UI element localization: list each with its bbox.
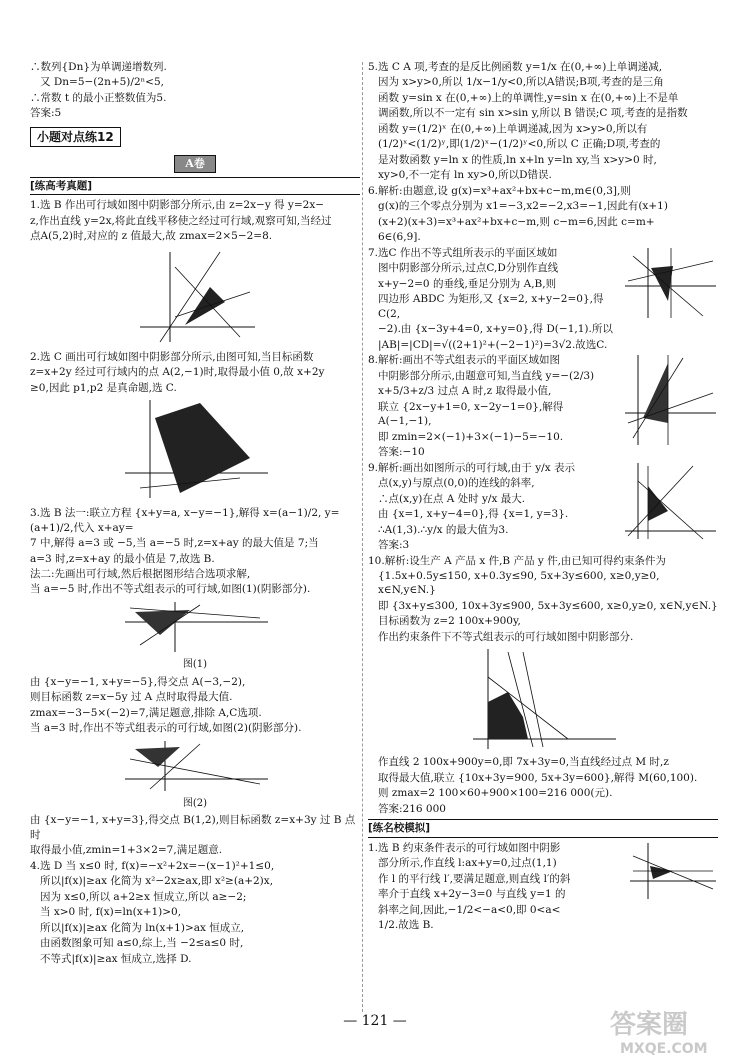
- problem-8: [368, 353, 718, 459]
- text-line: 1.选 B 作出可行域如图中阴影部分所示,由 z=2x−y 得 y=2x−: [30, 199, 325, 212]
- problem-3-continued: [30, 675, 360, 736]
- text-line: 7.选C 作出不等式组所表示的平面区域如: [368, 246, 558, 259]
- text-line: 6.解析:由题意,设 g(x)=x³+ax²+bx+c−m,m∈(0,3],则: [368, 184, 631, 197]
- problem-11: [368, 841, 718, 933]
- text-line: 则目标函数 z=x−5y 过 A 点时取得最大值.: [30, 691, 233, 704]
- text-line: 由 {x−y=−1, x+y=3},得交点 B(1,2),则目标函数 z=x+3y 过 B 点时: [30, 814, 356, 841]
- text-line: 法二:先画出可行域,然后根据图形结合选项求解,: [30, 567, 251, 580]
- problem-10-continued: [368, 755, 718, 816]
- problem-1: [30, 198, 360, 243]
- text-line: 6∈(6,9].: [378, 231, 421, 244]
- text-line: 点A(5,2)时,对应的 z 值最大,故 zmax=2×5−2=8.: [30, 230, 273, 243]
- page-number: — 121 —: [343, 1013, 407, 1029]
- text-line: {1.5x+0.5y≤150, x+0.3y≤90, 5x+3y≤600, x≥0,y≥0, x∈N,y∈N.}: [378, 569, 660, 597]
- text-line: 联立 {2x−y+1=0, x−2y−1=0},解得 A(−1,−1),: [378, 400, 564, 428]
- text-line: 1/2.故选 B.: [378, 919, 434, 932]
- text-line: 10.解析:设生产 A 产品 x 件,B 产品 y 件,由已知可得约束条件为: [368, 554, 666, 567]
- section-heading: [练名校模拟]: [368, 819, 718, 837]
- text-line: z=x+2y 经过可行域内的点 A(2,−1)时,取得最小值 0,故 x+2y: [30, 366, 325, 379]
- text-line: 调函数,所以不一定有 sin x>sin y,所以 B 错误;C 项,考查的是指数: [378, 107, 688, 120]
- text-line: (x+2)(x+3)=x³+ax²+bx+c−m,则 c−m=6,因此 c=m+: [378, 215, 655, 228]
- figure-caption: 图(2): [182, 797, 208, 809]
- text-line: (1/2)ˣ<(1/2)ʸ,即(1/2)ˣ−(1/2)ʸ<0,所以 C 正确;D项,考查的: [378, 138, 661, 151]
- problem-6: [368, 184, 718, 245]
- text-line: 目标函数为 z=2 100x+900y,: [378, 615, 521, 628]
- text-line: 则 zmax=2 100×60+900×100=216 000(元).: [378, 787, 613, 800]
- problem-4: [30, 859, 360, 966]
- answer-line: 答案:3: [378, 539, 410, 552]
- text-line: g(x)的三个零点分别为 x1=−3,x2=−2,x3=−1,因此有(x+1): [378, 200, 668, 213]
- text-line: ∴点(x,y)在点 A 处时 y/x 最大.: [378, 492, 526, 505]
- text-line: 不等式|f(x)|≥ax 恒成立,选择 D.: [40, 952, 192, 965]
- text-line: 取得最大值,联立 {10x+3y=900, 5x+3y=600},解得 M(60,100).: [378, 771, 698, 784]
- right-column: [368, 60, 718, 934]
- problem-5: [368, 60, 718, 183]
- problem-2: [30, 350, 360, 395]
- text-line: 由 {x=1, x+y−4=0},得 {x=1, y=3}.: [378, 508, 569, 521]
- text-line: 是对数函数 y=ln x 的性质,ln x+ln y=ln xy,当 x>y>0 时,: [378, 153, 657, 166]
- watermark-url: MXQE.COM: [620, 1041, 708, 1057]
- text-line: 由函数图象可知 a≤0,综上,当 −2≤a≤0 时,: [40, 937, 244, 950]
- section-heading: [练高考真题]: [30, 177, 360, 195]
- text-line: a=3 时,z=x+ay 的最小值是 7,故选 B.: [30, 552, 215, 565]
- text-line: 2.选 C 画出可行域如图中阴影部分所示,由图可知,当目标函数: [30, 350, 314, 363]
- text-line: 部分所示,作直线 l:ax+y=0,过点(1,1): [378, 857, 557, 870]
- text-line: 3.选 B 法一:联立方程 {x+y=a, x−y=−1},解得 x=(a−1)/2, y=(a+1)/2,代入 x+ay=: [30, 507, 340, 534]
- text-line: −2).由 {x−3y+4=0, x+y=0},得 D(−1,1).所以: [378, 323, 613, 336]
- text-line: 7 中,解得 a=3 或 −5,当 a=−5 时,z=x+ay 的最大值是 7;当: [30, 537, 319, 550]
- feasible-region-figure-8: [623, 353, 718, 448]
- problem-3: [30, 506, 360, 597]
- text-line: 1.选 B 约束条件表示的可行域如图中阴影: [368, 841, 561, 854]
- text-line: zmax=−3−5×(−2)=7,满足题意,排除 A,C选项.: [30, 706, 262, 719]
- text-line: 所以|f(x)|≥ax 化简为 ln(x+1)>ax 恒成立,: [40, 921, 245, 934]
- answer-line: 答案:5: [30, 107, 62, 120]
- problem-7: [368, 246, 718, 352]
- watermark-logo: 答案圈: [610, 1010, 689, 1040]
- text-line: 图中阴影部分所示,过点C,D分别作直线: [378, 262, 559, 275]
- feasible-region-figure-1: [130, 247, 260, 347]
- text-line: 当 x>0 时, f(x)=ln(x+1)>0,: [40, 906, 182, 919]
- text-line: 由 {x−y=−1, x+y=−5},得交点 A(−3,−2),: [30, 675, 246, 688]
- text-line: x+5/3+z/3 过点 A 时,z 取得最小值,: [378, 385, 552, 398]
- text-line: 又 Dn=5−(2n+5)/2ⁿ<5,: [40, 76, 164, 89]
- text-line: 率介于直线 x+2y−3=0 与直线 y=1 的: [378, 888, 566, 901]
- text-line: 函数 y=(1/2)ˣ 在(0,+∞)上单调递减,因为 x>y>0,所以有: [378, 122, 648, 135]
- problem-3-conclusion: [30, 813, 360, 857]
- section-title: 小题对点练12: [30, 127, 121, 148]
- text-line: ∴常数 t 的最小正整数值为5.: [30, 91, 167, 104]
- text-line: 作直线 2 100x+900y=0,即 7x+3y=0,当直线经过点 M 时,z: [378, 756, 669, 769]
- figure-caption: 图(1): [182, 658, 208, 670]
- text-line: 取得最小值,zmin=1+3×2=7,满足题意.: [30, 844, 223, 857]
- text-line: xy>0,不一定有 ln xy>0,所以D错误.: [378, 169, 552, 182]
- text-line: 当 a=−5 时,作出不等式组表示的可行域,如图(1)(阴影部分).: [30, 583, 311, 596]
- text-line: 作出约束条件下不等式组表示的可行域如图中阴影部分.: [378, 630, 634, 643]
- problem-9: [368, 461, 718, 553]
- text-line: 因为 x>y>0,所以 1/x−1/y<0,所以A错误;B项,考查的是三角: [378, 76, 664, 89]
- text-line: 9.解析:画出如图所示的可行域,由于 y/x 表示: [368, 461, 575, 474]
- text-line: 因为 x≤0,所以 a+2≥x 恒成立,所以 a≥−2;: [40, 890, 247, 903]
- left-column: [30, 60, 360, 967]
- text-line: 中阴影部分所示,由题意可知,当直线 y=−(2/3): [378, 369, 595, 382]
- text-line: 斜率之间,因此,−1/2<−a<0,即 0<a<: [378, 903, 561, 916]
- answer-line: 答案:−10: [378, 446, 425, 459]
- feasible-region-figure-2: [120, 398, 270, 503]
- text-line: 4.选 D 当 x≤0 时, f(x)=−x²+2x=−(x−1)²+1≤0,: [30, 859, 275, 872]
- text-line: 四边形 ABDC 为矩形,又 {x=2, x+y−2=0},得C(2,: [378, 293, 604, 320]
- text-line: 即 {3x+y≤300, 10x+3y≤900, 5x+3y≤600, x≥0,y≥0, x∈N,y∈N.}: [378, 599, 718, 612]
- text-line: 作 l 的平行线 l′,要满足题意,则直线 l′的斜: [378, 872, 571, 885]
- answer-line: 答案:216 000: [378, 802, 446, 815]
- feasible-region-figure-3b: [120, 739, 270, 794]
- feasible-region-figure-10: [468, 647, 618, 752]
- text-line: ∴A(1,3).∴y/x 的最大值为3.: [378, 523, 509, 536]
- feasible-region-figure-3a: [120, 600, 270, 655]
- volume-a-tag: A卷: [174, 155, 216, 172]
- feasible-region-figure-7: [623, 246, 718, 321]
- text-line: ≥0,因此 p1,p2 是真命题,选 C.: [30, 381, 177, 394]
- text-line: 所以|f(x)|≥ax 化简为 x²−2x≥ax,即 x²≥(a+2)x,: [40, 875, 274, 888]
- text-line: z,作出直线 y=2x,将此直线平移使之经过可行域,观察可知,当经过: [30, 214, 332, 227]
- text-line: |AB|=|CD|=√((2+1)²+(−2−1)²)=3√2.故选C.: [378, 338, 608, 351]
- column-divider: [362, 62, 363, 1012]
- text-line: 即 zmin=2×(−1)+3×(−1)−5=−10.: [378, 430, 564, 443]
- text-line: ∴数列{Dn}为单调递增数列.: [30, 61, 167, 73]
- text-line: 当 a=3 时,作出不等式组表示的可行域,如图(2)(阴影部分).: [30, 722, 302, 735]
- text-line: 点(x,y)与原点(0,0)的连线的斜率,: [378, 477, 535, 490]
- text-line: x+y−2=0 的垂线,垂足分别为 A,B,则: [378, 277, 557, 290]
- problem-10: [368, 554, 718, 645]
- text-line: 函数 y=sin x 在(0,+∞)上的单调性,y=sin x 在(0,+∞)上不是单: [378, 91, 679, 104]
- feasible-region-figure-9: [623, 461, 718, 541]
- text-line: 8.解析:画出不等式组表示的平面区域如图: [368, 354, 561, 367]
- feasible-region-figure-11: [628, 841, 718, 901]
- text-line: 5.选 C A 项,考查的是反比例函数 y=1/x 在(0,+∞)上单调递减,: [368, 61, 663, 73]
